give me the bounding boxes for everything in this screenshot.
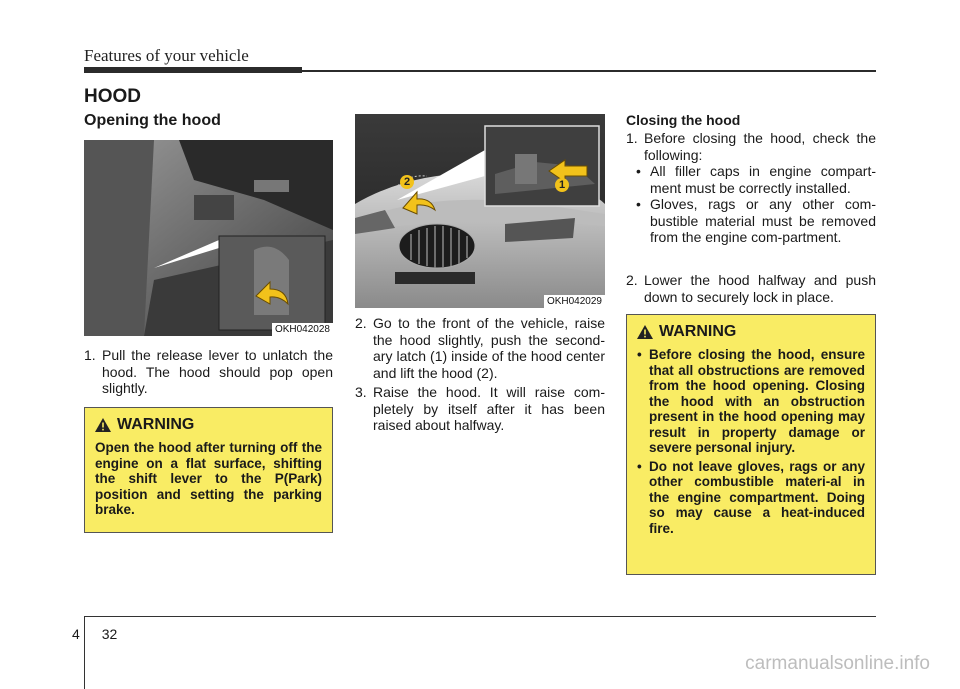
step-number: 2.: [626, 272, 638, 288]
step-text: Raise the hood. It will raise com-pletely by itself after it has been raised about halfway.: [373, 384, 605, 433]
warning-triangle-icon: [95, 418, 111, 432]
callout-2: 2: [400, 175, 414, 189]
image-code: OKH042028: [272, 323, 333, 336]
latch-push-arrow-icon: [547, 158, 589, 184]
section-title: HOOD: [84, 86, 141, 107]
header-bar: [84, 67, 302, 73]
hood-lift-arrow-icon: [401, 188, 437, 218]
step-number: 1.: [84, 347, 96, 363]
closing-step-1: [626, 130, 876, 246]
warning-text: Open the hood after turning off the engine on a flat surface, shifting the shift lever to the P(Park) position and setting the parking brake.: [95, 440, 322, 517]
warning-label: WARNING: [117, 416, 195, 433]
warning-label: WARNING: [659, 323, 737, 340]
header-title: Features of your vehicle: [84, 46, 249, 65]
closing-step-2: [626, 272, 876, 305]
warning-box-right: [626, 314, 876, 575]
list-item: • All filler caps in engine compart-ment must be correctly installed.: [626, 163, 876, 196]
opening-step-1: [84, 347, 333, 397]
opening-step-2: [355, 315, 605, 381]
header-rule: [302, 70, 876, 72]
step-number: 3.: [355, 384, 367, 400]
callout-1: 1: [555, 178, 569, 192]
closing-checklist: [626, 163, 876, 246]
warning-box-left: [84, 407, 333, 533]
vehicle-front-photo: [355, 114, 605, 308]
step-text: Lower the hood halfway and push down to securely lock in place.: [644, 272, 876, 305]
watermark: carmanualsonline.info: [745, 653, 930, 674]
step-number: 2.: [355, 315, 367, 331]
step-text: Pull the release lever to unlatch the hood. The hood should pop open slightly.: [102, 347, 333, 396]
hood-release-photo: [84, 140, 333, 336]
list-item: • Do not leave gloves, rags or any other combustible materi-al in the engine compartment. Doing so may cause a heat-induced fire.: [637, 459, 865, 537]
lever-arrow-icon: [252, 278, 292, 312]
image-code: OKH042029: [544, 295, 605, 308]
list-item: • Before closing the hood, ensure that all obstructions are removed from the hood opening. Closing the hood with an obstruction present in the hood opening may result in property damage or severe personal injury.: [637, 347, 865, 456]
chapter-number: 4: [72, 626, 80, 642]
opening-title: Opening the hood: [84, 112, 221, 129]
page-index: 32: [101, 626, 118, 642]
footer-rule: [84, 616, 876, 617]
warning-triangle-icon: [637, 325, 653, 339]
opening-step-3: [355, 384, 605, 434]
list-item: • Gloves, rags or any other com-bustible material must be removed from the engine com-partment.: [626, 196, 876, 246]
closing-title: Closing the hood: [626, 112, 741, 128]
warning-list: [637, 347, 865, 536]
step-number: 1.: [626, 130, 638, 146]
page-number: [72, 626, 125, 642]
step-text: Before closing the hood, check the following:: [644, 130, 876, 163]
step-text: Go to the front of the vehicle, raise the hood slightly, push the second-ary latch (1) inside of the hood center and lift the hood (2).: [373, 315, 605, 381]
